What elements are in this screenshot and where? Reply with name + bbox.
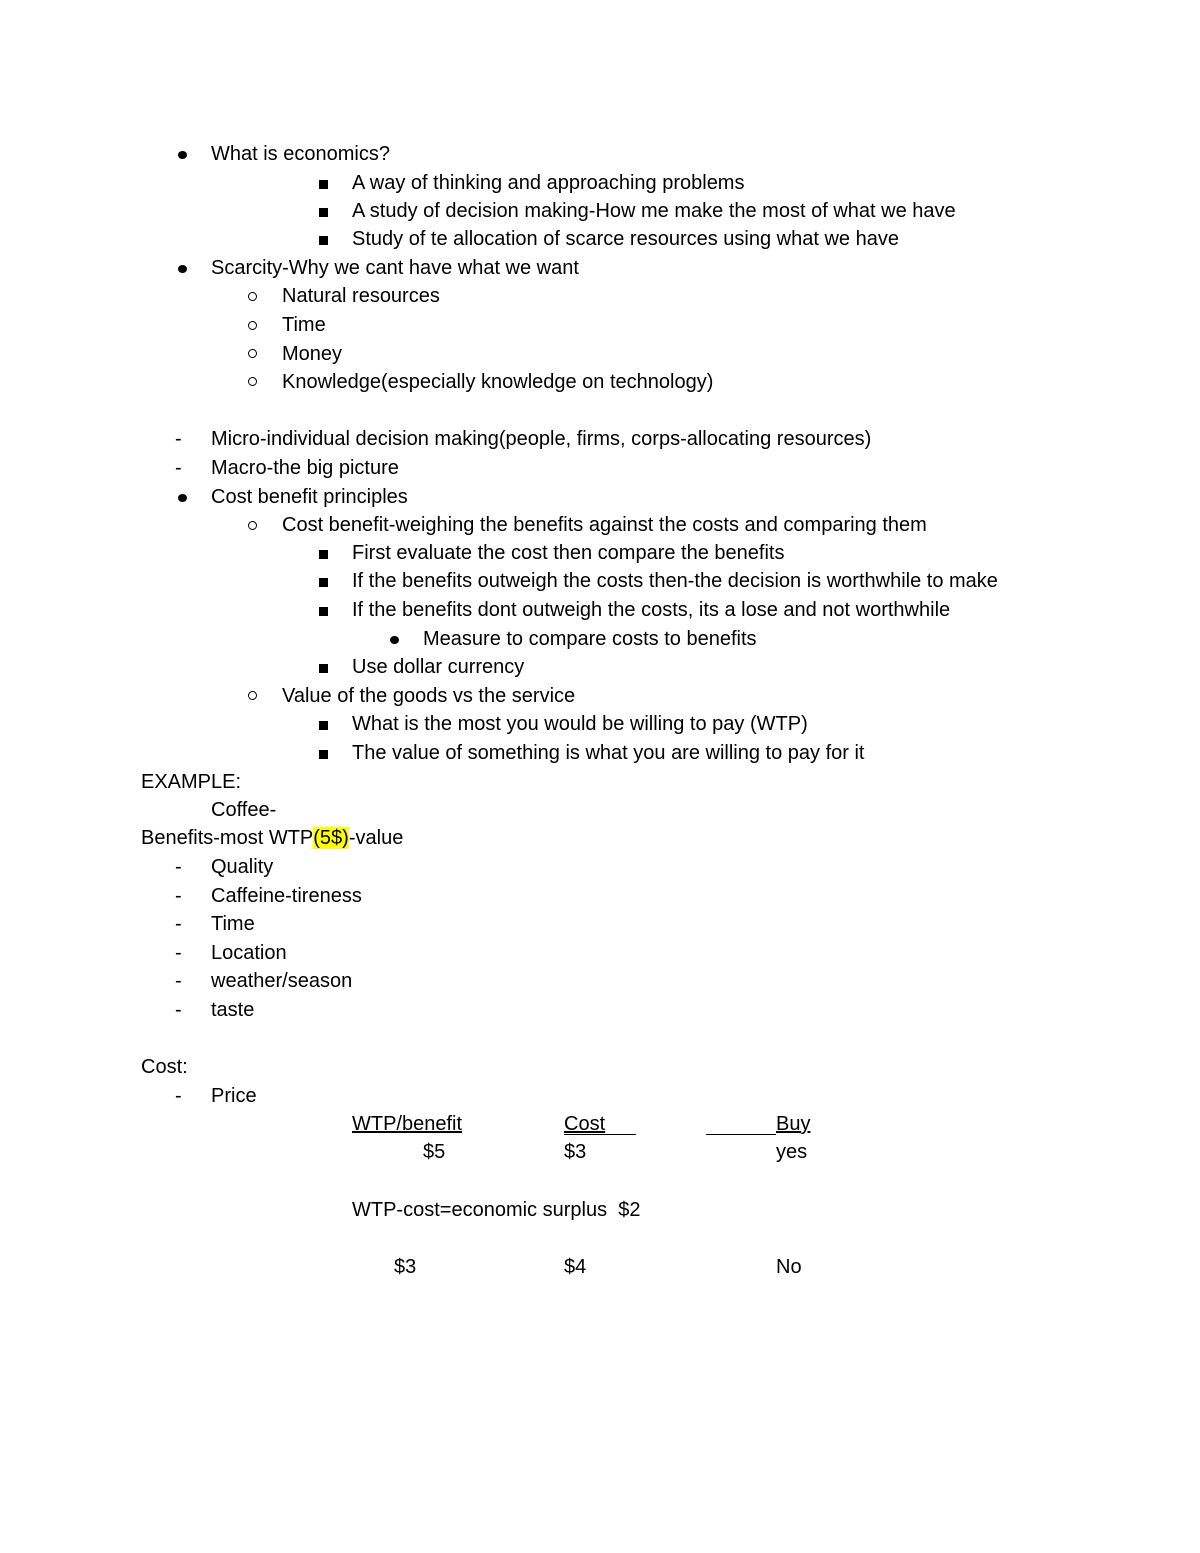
- outline-item: Natural resources: [282, 285, 440, 307]
- outline-item: What is the most you would be willing to pay (WTP): [352, 713, 808, 735]
- square-bullet-icon: [319, 236, 328, 245]
- header-cost: Cost: [564, 1113, 606, 1135]
- header-buy: Buy: [776, 1113, 811, 1135]
- dash-bullet: -: [175, 942, 182, 964]
- filled-circle-bullet-icon: [178, 494, 187, 502]
- factor-item: taste: [211, 999, 255, 1021]
- dash-bullet: -: [175, 913, 182, 935]
- row1-cost: $3: [564, 1141, 587, 1163]
- cost-heading: Cost:: [141, 1056, 188, 1078]
- square-bullet-icon: [319, 180, 328, 189]
- square-bullet-icon: [319, 750, 328, 759]
- factor-item: Location: [211, 942, 287, 964]
- square-bullet-icon: [319, 607, 328, 616]
- cost-item: Price: [211, 1085, 257, 1107]
- outline-item: A way of thinking and approaching problems: [352, 172, 745, 194]
- row2-buy: No: [776, 1256, 802, 1278]
- factor-item: Caffeine-tireness: [211, 885, 362, 907]
- square-bullet-icon: [319, 208, 328, 217]
- filled-circle-bullet-icon: [178, 265, 187, 273]
- outline-item: Cost benefit-weighing the benefits against the costs and comparing them: [282, 514, 927, 536]
- row1-wtp: $5: [423, 1141, 446, 1163]
- example-heading: EXAMPLE:: [141, 771, 242, 793]
- header-wtp: WTP/benefit: [352, 1113, 463, 1135]
- row2-cost: $4: [564, 1256, 587, 1278]
- buy-underline-lead: [706, 1134, 776, 1135]
- outline-item: What is economics?: [211, 143, 390, 165]
- square-bullet-icon: [319, 550, 328, 559]
- hollow-circle-bullet-icon: [248, 349, 257, 358]
- outline-item: Study of te allocation of scarce resources using what we have: [352, 228, 899, 250]
- dash-bullet: -: [175, 1085, 182, 1107]
- outline-item: If the benefits dont outweigh the costs, its a lose and not worthwhile: [352, 599, 951, 621]
- outline-item: Use dollar currency: [352, 656, 525, 678]
- dash-bullet: -: [175, 428, 182, 450]
- outline-item: Scarcity-Why we cant have what we want: [211, 257, 579, 279]
- factor-item: Time: [211, 913, 255, 935]
- filled-circle-bullet-icon: [390, 636, 399, 644]
- hollow-circle-bullet-icon: [248, 691, 257, 700]
- cost-underline: [564, 1134, 636, 1135]
- benefits-line: [141, 826, 403, 850]
- outline-item: Money: [282, 343, 343, 365]
- dash-bullet: -: [175, 885, 182, 907]
- dash-bullet: -: [175, 856, 182, 878]
- factor-item: weather/season: [211, 970, 353, 992]
- dash-bullet: -: [175, 999, 182, 1021]
- hollow-circle-bullet-icon: [248, 377, 257, 386]
- outline-item: Knowledge(especially knowledge on technology): [282, 371, 714, 393]
- benefits-prefix: Benefits-most WTP: [141, 827, 314, 849]
- surplus-line: WTP-cost=economic surplus $2: [352, 1199, 641, 1221]
- hollow-circle-bullet-icon: [248, 521, 257, 530]
- example-item: Coffee-: [211, 799, 277, 821]
- square-bullet-icon: [319, 721, 328, 730]
- outline-item: If the benefits outweigh the costs then-the decision is worthwhile to make: [352, 570, 998, 592]
- hollow-circle-bullet-icon: [248, 292, 257, 301]
- outline-item: Micro-individual decision making(people, firms, corps-allocating resources): [211, 428, 872, 450]
- row1-buy: yes: [776, 1141, 808, 1163]
- outline-item: First evaluate the cost then compare the benefits: [352, 542, 785, 564]
- outline-item: Macro-the big picture: [211, 457, 399, 479]
- square-bullet-icon: [319, 664, 328, 673]
- outline-item: Time: [282, 314, 326, 336]
- outline-item: Value of the goods vs the service: [282, 685, 576, 707]
- square-bullet-icon: [319, 578, 328, 587]
- dash-bullet: -: [175, 457, 182, 479]
- row2-wtp: $3: [394, 1256, 417, 1278]
- benefits-highlight: (5$): [313, 827, 349, 849]
- benefits-suffix: -value: [348, 827, 404, 849]
- outline-item: A study of decision making-How me make the most of what we have: [352, 200, 956, 222]
- hollow-circle-bullet-icon: [248, 321, 257, 330]
- outline-item: Cost benefit principles: [211, 486, 408, 508]
- outline-item: The value of something is what you are willing to pay for it: [352, 742, 865, 764]
- outline-item: Measure to compare costs to benefits: [423, 628, 757, 650]
- factor-item: Quality: [211, 856, 274, 878]
- filled-circle-bullet-icon: [178, 151, 187, 159]
- dash-bullet: -: [175, 970, 182, 992]
